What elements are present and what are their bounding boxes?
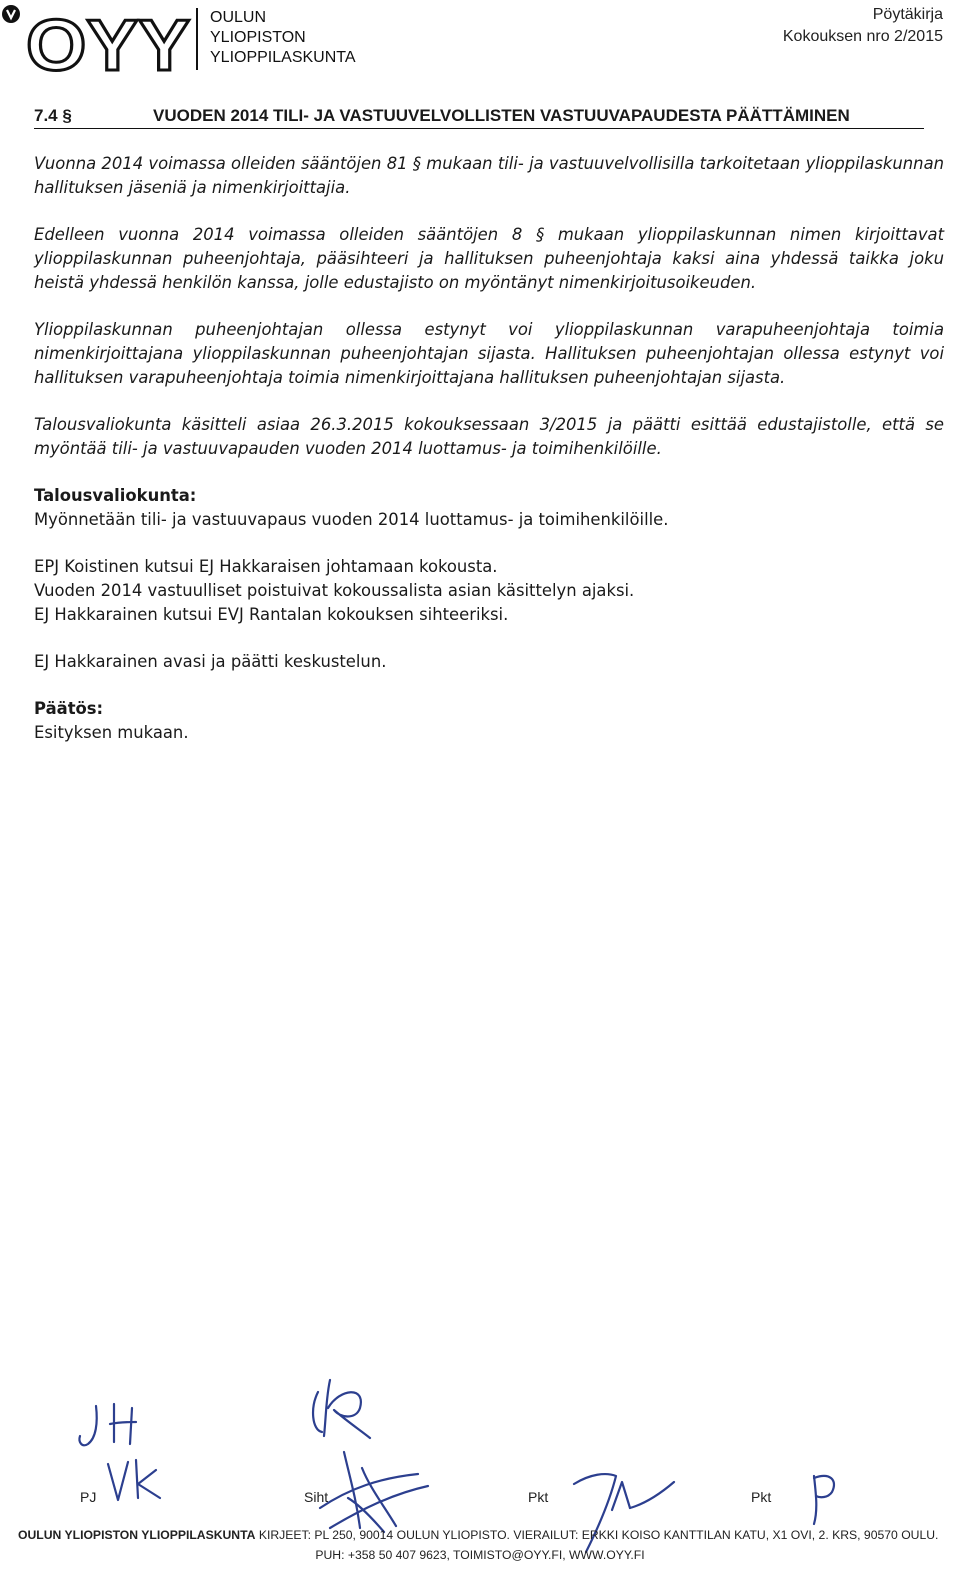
committee-heading: Talousvaliokunta: bbox=[34, 486, 197, 505]
org-name bbox=[196, 8, 356, 70]
footer-address bbox=[18, 1528, 938, 1542]
org-name-line-3: YLIOPPILASKUNTA bbox=[210, 49, 356, 66]
committee-proposal: Myönnetään tili- ja vastuuvapaus vuoden 2014 luottamus- ja toimihenkilöille. bbox=[34, 510, 669, 529]
paragraph-rules-81: Vuonna 2014 voimassa olleiden sääntöjen 81 § mukaan tili- ja vastuuvelvollisilla tarkoitetaan ylioppilaskunnan hallituksen jäseniä ja nimenkirjoittajia. bbox=[34, 154, 944, 197]
signature-label-secretary: Siht bbox=[304, 1489, 329, 1505]
handwritten-signature-examiner-1 bbox=[560, 1460, 680, 1560]
signature-label-examiner-1: Pkt bbox=[528, 1489, 549, 1505]
minutes-line: Vuoden 2014 vastuulliset poistuivat kokoussalista asian käsittelyn ajaksi. bbox=[34, 581, 635, 600]
decision-text: Esityksen mukaan. bbox=[34, 723, 189, 742]
paragraph-committee-review: Talousvaliokunta käsitteli asiaa 26.3.2015 kokouksessaan 3/2015 ja päätti esittää edustajistolle, että se myöntää tili- ja vastuuvapauden vuoden 2014 luottamus- ja toimihenkilöille. bbox=[34, 415, 944, 458]
discussion-note: EJ Hakkarainen avasi ja päätti keskustelun. bbox=[34, 652, 387, 671]
decision-heading: Päätös: bbox=[34, 699, 104, 718]
section-title: VUODEN 2014 TILI- JA VASTUUVELVOLLISTEN VASTUUVAPAUDESTA PÄÄTTÄMINEN bbox=[153, 106, 850, 125]
signature-label-examiner-2: Pkt bbox=[751, 1489, 772, 1505]
signature-label-chair: PJ bbox=[80, 1489, 97, 1505]
minutes-body bbox=[34, 152, 944, 768]
handwritten-initial-p bbox=[804, 1470, 844, 1530]
footer-org-name: OULUN YLIOPISTON YLIOPPILASKUNTA bbox=[18, 1528, 256, 1542]
org-name-line-2: YLIOPISTON bbox=[210, 29, 306, 46]
handwritten-signature-secretary bbox=[300, 1378, 440, 1538]
section-number: 7.4 § bbox=[34, 106, 72, 125]
oyy-logo bbox=[0, 0, 195, 75]
handwritten-initials-jh bbox=[74, 1398, 144, 1458]
footer-postal-address: KIRJEET: PL 250, 90014 OULUN YLIOPISTO. VIERAILUT: ERKKI KOISO KANTTILAN KATU, X1 OVI, 2. KRS, 90570 OULU. bbox=[258, 1528, 939, 1542]
svg-text:OYY: OYY bbox=[26, 6, 190, 75]
meeting-number: Kokouksen nro 2/2015 bbox=[782, 28, 943, 45]
handwritten-initials-vk bbox=[104, 1458, 164, 1508]
minutes-line: EPJ Koistinen kutsui EJ Hakkaraisen johtamaan kokousta. bbox=[34, 557, 498, 576]
document-type: Pöytäkirja bbox=[872, 6, 943, 23]
paragraph-rules-8: Edelleen vuonna 2014 voimassa olleiden sääntöjen 8 § mukaan ylioppilaskunnan nimen kirjoittavat ylioppilaskunnan puheenjohtaja, pääsihteeri ja hallituksen puheenjohtaja kaksi aina yhdessä taikka joku heistä yhdessä henkilön kanssa, jolle edustajisto on myöntänyt nimenkirjoitusoikeuden. bbox=[34, 225, 944, 292]
document-info bbox=[783, 4, 943, 48]
minutes-line: EJ Hakkarainen kutsui EVJ Rantalan kokouksen sihteeriksi. bbox=[34, 605, 509, 624]
section-heading bbox=[34, 106, 924, 129]
footer-contact: PUH: +358 50 407 9623, TOIMISTO@OYY.FI, WWW.OYY.FI bbox=[315, 1548, 645, 1562]
paragraph-substitutes: Ylioppilaskunnan puheenjohtajan ollessa estynyt voi ylioppilaskunnan varapuheenjohtaja toimia nimenkirjoittajana ylioppilaskunnan puheenjohtajan sijasta. Hallituksen puheenjohtajan ollessa estynyt voi hallituksen varapuheenjohtaja toimia nimenkirjoittajana hallituksen puheenjohtajan sijasta. bbox=[34, 320, 944, 387]
org-name-line-1: OULUN bbox=[210, 9, 267, 26]
